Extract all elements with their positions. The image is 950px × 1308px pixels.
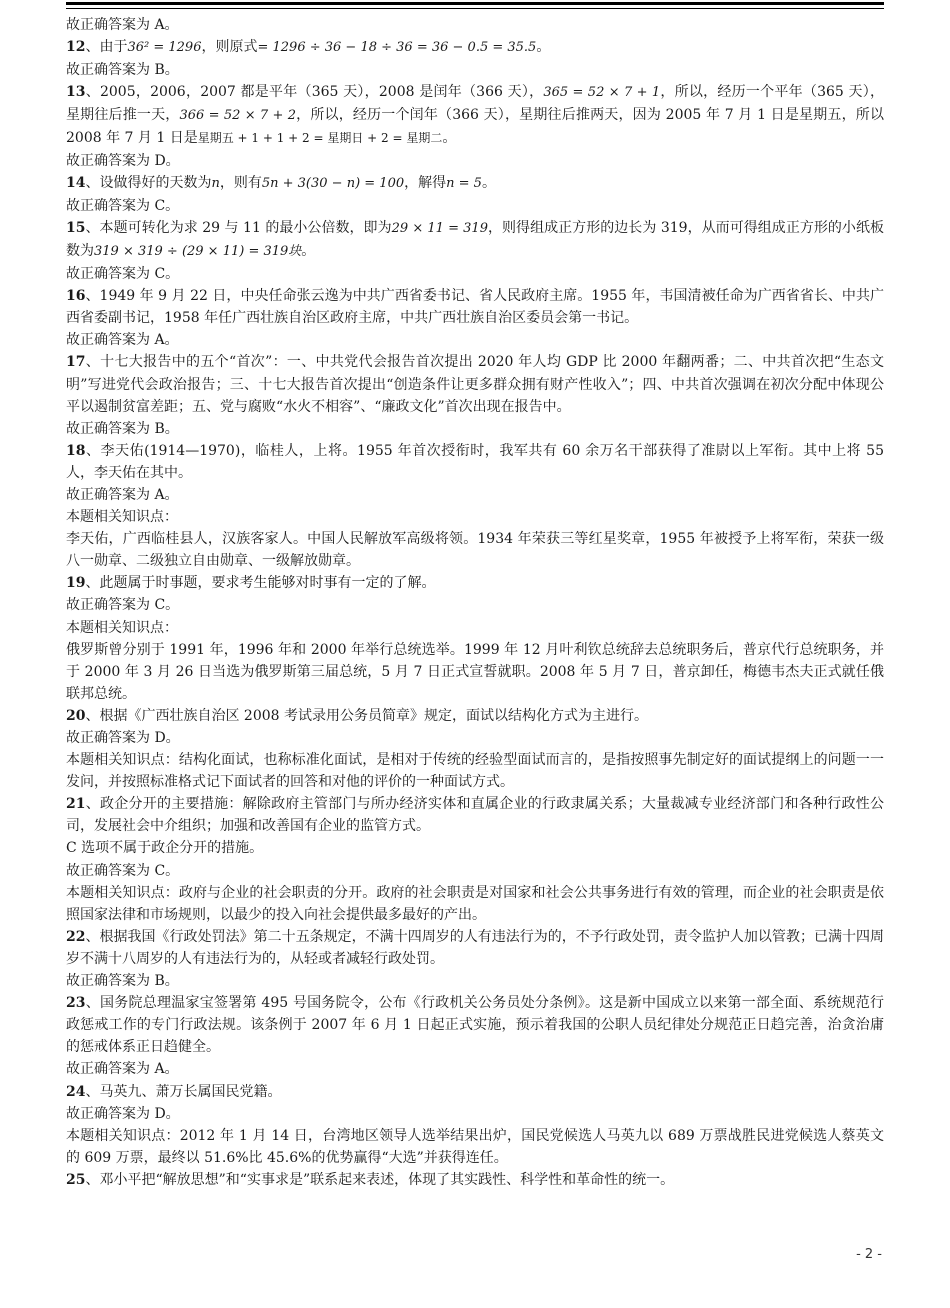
knowledge-text: 本题相关知识点：政府与企业的社会职责的分开。政府的社会职责是对国家和社会公共事务进行有效的管理，而企业的社会职责是依照国家法律和市场规则，以最少的投入向社会提供最多最好的产出。 xyxy=(66,884,884,923)
text: 、十七大报告中的五个“首次”：一、中共党代会报告首次提出 2020 年人均 GDP 比 2000 年翻两番；二、中共首次把“生态文明”写进党代会政治报告；三、十七大报告首次提出“创造条件让更多群众拥有财产性收入”；四、中共首次强调在初次分配中体现公平以遏制贫富差距；五、党与腐败“水火不相容”、“廉政文化”首次出现在报告中。 xyxy=(66,354,884,415)
formula: 36² = 1296 xyxy=(127,40,202,56)
question-number: 12 xyxy=(66,39,86,56)
text: 、由于 xyxy=(85,39,128,56)
question-21 xyxy=(66,793,884,837)
text: 、2005，2006，2007 都是平年（365 天），2008 是闰年（366 天）， xyxy=(85,84,544,101)
answer-line: 故正确答案为 A。 xyxy=(66,17,179,33)
answer-line: 故正确答案为 A。 xyxy=(66,486,179,503)
knowledge-text: 俄罗斯曾分别于 1991 年，1996 年和 2000 年举行总统选举。1999 年 12 月叶利钦总统辞去总统职务后，普京代行总统职务，并于 2000 年 3 月 26 日当选为俄罗斯第三届总统，5 月 7 日正式宣誓就职。2008 年 5 月 7 日，普京卸任，梅德韦杰夫正式就任俄联邦总统。 xyxy=(66,641,884,702)
text: ，则有 xyxy=(219,174,262,191)
question-number: 13 xyxy=(66,84,86,101)
question-number: 23 xyxy=(66,995,86,1012)
text: ，所以，经历一个闰年（366 天），星期往后推两天，因为 2005 年 7 月 1 日是星期五，所以 2008 年 7 月 1 日是 xyxy=(66,107,884,147)
text: 、政企分开的主要措施：解除政府主管部门与所办经济实体和直属企业的行政隶属关系；大量裁减专业经济部门和各种行政性公司，发展社会中介组织；加强和改善国有企业的监管方式。 xyxy=(66,796,884,835)
text: ，则原式 xyxy=(201,39,258,56)
formula: 5n + 3(30 − n) = 100 xyxy=(261,175,405,191)
text: 、此题属于时事题，要求考生能够对时事有一定的了解。 xyxy=(85,575,436,592)
answer-line: 故正确答案为 C。 xyxy=(66,266,180,283)
knowledge-text: 本题相关知识点：2012 年 1 月 14 日，台湾地区领导人选举结果出炉，国民党候选人马英九以 689 万票战胜民进党候选人蔡英文的 609 万票，最终以 51.6%比 45.6%的优势赢得“大选”并获得连任。 xyxy=(66,1127,884,1166)
text: 、马英九、萧万长属国民党籍。 xyxy=(85,1083,282,1100)
formula: = 1296 ÷ 36 − 18 ÷ 36 = 36 − 0.5 = 35.5 xyxy=(257,40,537,56)
answer-line: 故正确答案为 D。 xyxy=(66,1105,180,1122)
text: 、李天佑(1914—1970)，临桂人，上将。1955 年首次授衔时，我军共有 60 余万名干部获得了准尉以上军衔。其中上将 55 人，李天佑在其中。 xyxy=(66,442,884,481)
text: 。 xyxy=(481,174,496,191)
text: 。 xyxy=(536,39,551,56)
question-number: 18 xyxy=(66,442,86,459)
text: 、邓小平把“解放思想”和“实事求是”联系起来表述，体现了其实践性、科学性和革命性的统一。 xyxy=(85,1171,675,1188)
formula: 366 = 52 × 7 + 2 xyxy=(179,108,296,124)
text: 、根据我国《行政处罚法》第二十五条规定，不满十四周岁的人有违法行为的，不予行政处罚，责令监护人加以管教；已满十四周岁不满十八周岁的人有违法行为的，从轻或者减轻行政处罚。 xyxy=(66,928,884,967)
formula: n xyxy=(211,175,220,191)
note-line: C 选项不属于政企分开的措施。 xyxy=(66,840,264,857)
text: 。 xyxy=(442,130,457,147)
answer-line: 故正确答案为 B。 xyxy=(66,62,179,79)
text: ，则得组成正方形的边长为 319，从而可得组成正方形的小纸板数为 xyxy=(66,219,884,259)
formula: 319 × 319 ÷ (29 × 11) = 319块 xyxy=(94,243,302,259)
question-17 xyxy=(66,351,884,417)
knowledge-heading: 本题相关知识点： xyxy=(66,509,178,526)
answer-line: 故正确答案为 C。 xyxy=(66,597,180,614)
question-13 xyxy=(66,81,884,149)
answer-line: 故正确答案为 D。 xyxy=(66,152,180,169)
question-number: 21 xyxy=(66,796,86,813)
answer-line: 故正确答案为 A。 xyxy=(66,332,179,349)
answer-line: 故正确答案为 D。 xyxy=(66,730,180,746)
text: 、本题可转化为求 29 与 11 的最小公倍数，即为 xyxy=(85,219,392,236)
header-rule-thin xyxy=(66,8,884,9)
text: ，所以，经历一个平年（365 天），星期往后推一天， xyxy=(66,84,885,124)
answer-line: 故正确答案为 B。 xyxy=(66,973,179,990)
answer-line: 故正确答案为 A。 xyxy=(66,1061,179,1078)
question-15 xyxy=(66,217,884,263)
text: 、设做得好的天数为 xyxy=(85,174,212,191)
page-number: - 2 - xyxy=(856,1247,882,1262)
question-24 xyxy=(66,1081,884,1103)
document-body xyxy=(66,14,884,1191)
answer-line: 故正确答案为 C。 xyxy=(66,862,180,879)
question-20 xyxy=(66,705,884,727)
knowledge-heading: 本题相关知识点： xyxy=(66,619,178,636)
header-rule-thick xyxy=(66,2,884,5)
question-number: 16 xyxy=(66,288,86,305)
text: ，解得 xyxy=(404,174,447,191)
question-number: 20 xyxy=(66,707,86,724)
question-number: 14 xyxy=(66,174,86,191)
question-number: 25 xyxy=(66,1171,86,1188)
formula: 29 × 11 = 319 xyxy=(391,220,488,236)
question-number: 24 xyxy=(66,1083,86,1100)
question-12 xyxy=(66,36,884,59)
question-19 xyxy=(66,572,884,594)
question-22 xyxy=(66,926,884,970)
question-16 xyxy=(66,285,884,329)
question-number: 17 xyxy=(66,354,86,371)
answer-line: 故正确答案为 C。 xyxy=(66,197,180,214)
question-18 xyxy=(66,440,884,484)
answer-line: 故正确答案为 B。 xyxy=(66,420,179,437)
formula: n = 5 xyxy=(446,175,482,191)
text: 。 xyxy=(301,242,316,259)
question-23 xyxy=(66,992,884,1058)
question-number: 15 xyxy=(66,219,86,236)
question-25 xyxy=(66,1169,884,1191)
question-number: 22 xyxy=(66,928,86,945)
text: 、1949 年 9 月 22 日，中央任命张云逸为中共广西省委书记、省人民政府主席。1955 年，韦国清被任命为广西省省长、中共广西省委副书记，1958 年任广西壮族自治区政府主席，中共广西壮族自治区委员会第一书记。 xyxy=(66,288,884,327)
text: 、根据《广西壮族自治区 2008 考试录用公务员简章》规定，面试以结构化方式为主进行。 xyxy=(85,707,649,724)
formula: 365 = 52 × 7 + 1 xyxy=(543,85,661,101)
text: 、国务院总理温家宝签署第 495 号国务院令，公布《行政机关公务员处分条例》。这是新中国成立以来第一部全面、系统规范行政惩戒工作的专门行政法规。该条例于 2007 年 6 月 1 日起正式实施，预示着我国的公职人员纪律处分规范正日趋完善，治贪治庸的惩戒体系正日趋健全。 xyxy=(66,995,884,1056)
knowledge-text: 李天佑，广西临桂县人，汉族客家人。中国人民解放军高级将领。1934 年荣获三等红星奖章，1955 年被授予上将军衔，荣获一级八一勋章、二级独立自由勋章、一级解放勋章。 xyxy=(66,531,884,570)
question-14 xyxy=(66,172,884,195)
formula: 星期五 + 1 + 1 + 2 = 星期日 + 2 = 星期二 xyxy=(197,131,443,146)
question-number: 19 xyxy=(66,575,86,592)
knowledge-text: 本题相关知识点：结构化面试，也称标准化面试，是相对于传统的经验型面试而言的，是指按照事先制定好的面试提纲上的问题一一发问，并按照标准格式记下面试者的回答和对他的评价的一种面试方式。 xyxy=(66,752,884,791)
